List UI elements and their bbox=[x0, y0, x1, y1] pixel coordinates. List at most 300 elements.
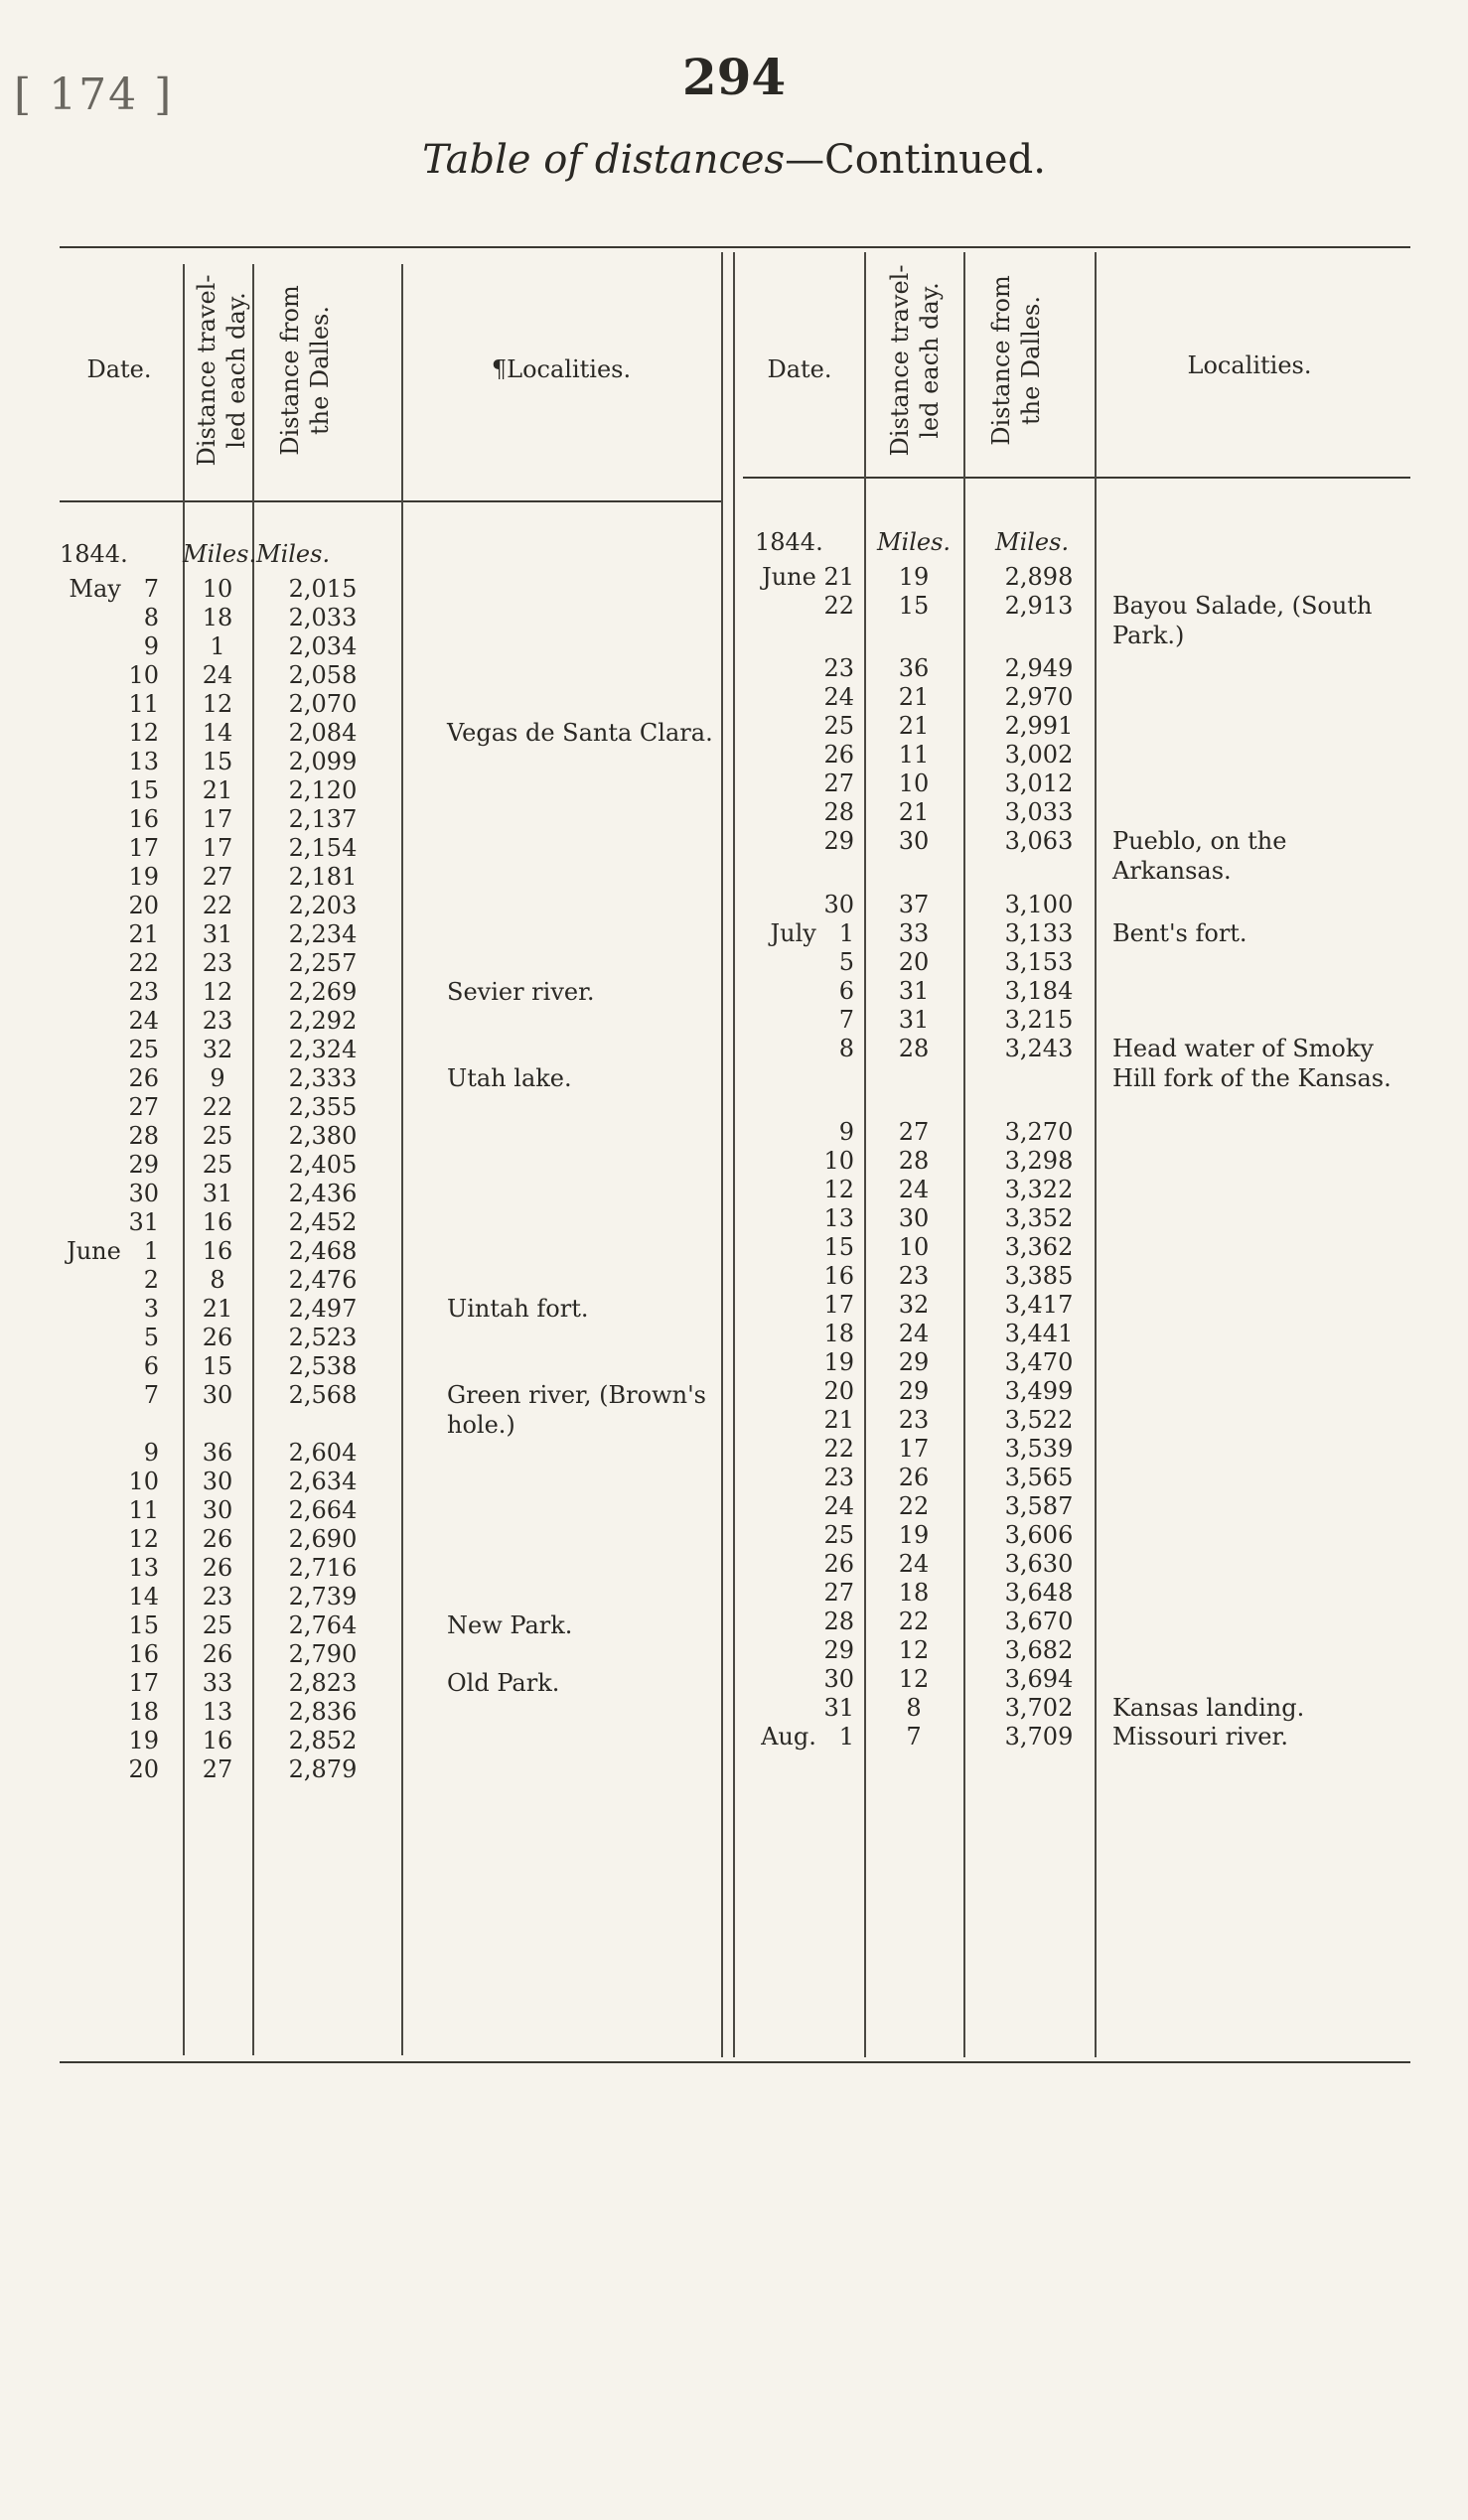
cell-travelled: 18 bbox=[898, 1579, 930, 1607]
cell-distance: 3,033 bbox=[1004, 798, 1074, 826]
cell-travelled: 9 bbox=[210, 1064, 225, 1092]
title-italic: Table of distances bbox=[422, 137, 786, 183]
table-row bbox=[60, 1347, 1410, 1377]
cell-distance: 3,702 bbox=[1004, 1694, 1074, 1722]
cell-distance: 2,836 bbox=[288, 1698, 358, 1726]
cell-travelled: 12 bbox=[898, 1636, 930, 1664]
cell-date: 26 bbox=[128, 1064, 159, 1092]
cell-distance: 3,100 bbox=[1004, 891, 1074, 918]
cell-distance: 2,058 bbox=[288, 661, 358, 689]
cell-distance: 3,270 bbox=[1004, 1118, 1074, 1146]
cell-travelled: 14 bbox=[202, 719, 233, 747]
cell-distance: 3,499 bbox=[1004, 1377, 1074, 1405]
cell-travelled: 8 bbox=[906, 1694, 922, 1722]
cell-travelled: 29 bbox=[898, 1377, 930, 1405]
cell-distance: 3,606 bbox=[1004, 1521, 1074, 1549]
cell-date: 5 bbox=[838, 948, 854, 976]
cell-date: 20 bbox=[823, 1377, 854, 1405]
cell-distance: 2,739 bbox=[288, 1583, 358, 1610]
table-title bbox=[0, 137, 1468, 183]
cell-locality: Pueblo, on the Arkansas. bbox=[1112, 827, 1287, 885]
cell-date: 27 bbox=[823, 1579, 854, 1607]
cell-date: 18 bbox=[823, 1320, 854, 1347]
cell-distance: 2,604 bbox=[288, 1439, 358, 1467]
table-row bbox=[60, 711, 1410, 741]
cell-distance: 2,852 bbox=[288, 1727, 358, 1754]
cell-date: 6 bbox=[838, 977, 854, 1005]
cell-locality: Bayou Salade, (South Park.) bbox=[1112, 592, 1373, 649]
cell-travelled: 30 bbox=[202, 1468, 233, 1495]
cell-date: 15 bbox=[128, 776, 159, 804]
cell-travelled: 32 bbox=[898, 1291, 930, 1319]
cell-date: 31 bbox=[128, 1208, 159, 1236]
cell-date: 10 bbox=[128, 1468, 159, 1495]
cell-travelled: 17 bbox=[202, 834, 233, 862]
cell-travelled: 28 bbox=[898, 1147, 930, 1175]
top-rule bbox=[60, 246, 1410, 248]
cell-locality: Green river, (Brown's hole.) bbox=[447, 1381, 706, 1439]
table-row bbox=[60, 890, 1410, 919]
header-distance-left: Distance from the Dalles. bbox=[276, 285, 334, 456]
cell-travelled: 16 bbox=[202, 1237, 233, 1265]
cell-travelled: 21 bbox=[898, 712, 930, 740]
header-date-right: Date. bbox=[767, 355, 832, 383]
cell-date: 18 bbox=[128, 1698, 159, 1726]
cell-date: 19 bbox=[823, 1348, 854, 1376]
table-row bbox=[60, 947, 1410, 977]
cell-distance: 2,099 bbox=[288, 748, 358, 775]
cell-distance: 2,898 bbox=[1004, 563, 1074, 591]
cell-date: Aug. 1 bbox=[761, 1723, 854, 1750]
cell-date: May 7 bbox=[69, 575, 159, 603]
cell-date: 11 bbox=[128, 1496, 159, 1524]
cell-locality: New Park. bbox=[447, 1611, 573, 1639]
page-number: 294 bbox=[681, 48, 787, 106]
cell-distance: 3,565 bbox=[1004, 1464, 1074, 1491]
cell-date: 25 bbox=[823, 1521, 854, 1549]
cell-travelled: 18 bbox=[202, 604, 233, 631]
cell-travelled: 22 bbox=[898, 1608, 930, 1635]
cell-distance: 2,436 bbox=[288, 1180, 358, 1207]
cell-distance: 3,362 bbox=[1004, 1233, 1074, 1261]
cell-distance: 2,823 bbox=[288, 1669, 358, 1697]
cell-travelled: 31 bbox=[898, 1006, 930, 1034]
cell-date: 28 bbox=[823, 1608, 854, 1635]
cell-date: 25 bbox=[128, 1036, 159, 1063]
cell-date: 22 bbox=[128, 949, 159, 977]
cell-date: 29 bbox=[823, 1636, 854, 1664]
cell-date: 5 bbox=[143, 1324, 159, 1351]
cell-distance: 3,630 bbox=[1004, 1550, 1074, 1578]
cell-date: 31 bbox=[823, 1694, 854, 1722]
table-row bbox=[60, 1232, 1410, 1262]
cell-distance: 3,441 bbox=[1004, 1320, 1074, 1347]
cell-date: 23 bbox=[823, 654, 854, 682]
cell-locality: Bent's fort. bbox=[1112, 919, 1248, 947]
cell-travelled: 15 bbox=[202, 748, 233, 775]
cell-distance: 3,670 bbox=[1004, 1608, 1074, 1635]
cell-travelled: 1 bbox=[210, 632, 225, 660]
cell-travelled: 21 bbox=[898, 683, 930, 711]
table-row bbox=[60, 769, 1410, 798]
cell-travelled: 20 bbox=[898, 948, 930, 976]
cell-date: 15 bbox=[823, 1233, 854, 1261]
table-row bbox=[60, 682, 1410, 712]
cell-travelled: 31 bbox=[202, 1180, 233, 1207]
cell-travelled: 21 bbox=[202, 776, 233, 804]
cell-distance: 2,292 bbox=[288, 1007, 358, 1035]
cell-distance: 3,470 bbox=[1004, 1348, 1074, 1376]
cell-travelled: 15 bbox=[898, 592, 930, 620]
cell-travelled: 30 bbox=[202, 1381, 233, 1409]
cell-distance: 3,648 bbox=[1004, 1579, 1074, 1607]
cell-date: July 1 bbox=[770, 919, 854, 947]
cell-travelled: 31 bbox=[202, 920, 233, 948]
table-row bbox=[60, 1664, 1410, 1694]
cell-distance: 3,153 bbox=[1004, 948, 1074, 976]
cell-distance: 2,538 bbox=[288, 1352, 358, 1380]
cell-distance: 2,380 bbox=[288, 1122, 358, 1150]
cell-travelled: 27 bbox=[202, 1755, 233, 1783]
cell-locality: Vegas de Santa Clara. bbox=[447, 719, 713, 747]
cell-distance: 2,690 bbox=[288, 1525, 358, 1553]
cell-date: 20 bbox=[128, 892, 159, 919]
cell-date: 15 bbox=[128, 1611, 159, 1639]
cell-travelled: 25 bbox=[202, 1151, 233, 1179]
cell-travelled: 21 bbox=[898, 798, 930, 826]
cell-date: 13 bbox=[128, 748, 159, 775]
cell-locality: Utah lake. bbox=[447, 1064, 572, 1092]
cell-date: 27 bbox=[128, 1093, 159, 1121]
cell-locality: Uintah fort. bbox=[447, 1295, 589, 1323]
cell-date: 23 bbox=[823, 1464, 854, 1491]
cell-distance: 2,084 bbox=[288, 719, 358, 747]
cell-travelled: 24 bbox=[898, 1176, 930, 1203]
cell-distance: 3,682 bbox=[1004, 1636, 1074, 1664]
header-rule-right bbox=[743, 477, 1410, 479]
cell-distance: 2,716 bbox=[288, 1554, 358, 1582]
cell-date: 7 bbox=[838, 1006, 854, 1034]
cell-travelled: 30 bbox=[898, 827, 930, 855]
table-row bbox=[60, 653, 1410, 683]
cell-travelled: 22 bbox=[898, 1492, 930, 1520]
cell-travelled: 32 bbox=[202, 1036, 233, 1063]
cell-date: 16 bbox=[128, 805, 159, 833]
cell-distance: 2,154 bbox=[288, 834, 358, 862]
cell-travelled: 7 bbox=[906, 1723, 922, 1750]
cell-date: 30 bbox=[823, 1665, 854, 1693]
cell-date: 11 bbox=[128, 690, 159, 718]
cell-date: 28 bbox=[823, 798, 854, 826]
cell-date: June 1 bbox=[67, 1237, 159, 1265]
cell-date: 3 bbox=[143, 1295, 159, 1323]
cell-date: 29 bbox=[823, 827, 854, 855]
cell-travelled: 13 bbox=[202, 1698, 233, 1726]
cell-travelled: 12 bbox=[898, 1665, 930, 1693]
cell-distance: 3,709 bbox=[1004, 1723, 1074, 1750]
cell-locality: Old Park. bbox=[447, 1669, 560, 1697]
cell-distance: 3,215 bbox=[1004, 1006, 1074, 1034]
cell-travelled: 15 bbox=[202, 1352, 233, 1380]
cell-travelled: 31 bbox=[898, 977, 930, 1005]
cell-travelled: 23 bbox=[898, 1406, 930, 1434]
cell-date: 19 bbox=[128, 1727, 159, 1754]
cell-travelled: 10 bbox=[898, 1233, 930, 1261]
table-row bbox=[60, 1607, 1410, 1636]
cell-distance: 3,322 bbox=[1004, 1176, 1074, 1203]
cell-date: 20 bbox=[128, 1755, 159, 1783]
page-stamp: [ 174 ] bbox=[14, 70, 174, 120]
cell-distance: 2,497 bbox=[288, 1295, 358, 1323]
cell-distance: 2,015 bbox=[288, 575, 358, 603]
header-date-left: Date. bbox=[86, 355, 152, 383]
cell-travelled: 24 bbox=[898, 1320, 930, 1347]
cell-travelled: 24 bbox=[202, 661, 233, 689]
table-row bbox=[60, 1578, 1410, 1608]
cell-distance: 2,070 bbox=[288, 690, 358, 718]
left-unit-travelled: Miles. bbox=[183, 540, 257, 568]
cell-travelled: 19 bbox=[898, 563, 930, 591]
cell-distance: 3,002 bbox=[1004, 741, 1074, 769]
cell-travelled: 16 bbox=[202, 1727, 233, 1754]
cell-travelled: 26 bbox=[202, 1554, 233, 1582]
cell-date: 28 bbox=[128, 1122, 159, 1150]
cell-distance: 3,063 bbox=[1004, 827, 1074, 855]
cell-date: 8 bbox=[143, 604, 159, 631]
cell-date: 6 bbox=[143, 1352, 159, 1380]
cell-distance: 2,468 bbox=[288, 1237, 358, 1265]
cell-date: 19 bbox=[128, 863, 159, 891]
cell-travelled: 23 bbox=[202, 1007, 233, 1035]
cell-travelled: 25 bbox=[202, 1611, 233, 1639]
cell-date: 26 bbox=[823, 741, 854, 769]
left-year: 1844. bbox=[60, 540, 128, 568]
bottom-rule bbox=[60, 2061, 1410, 2063]
table-row bbox=[60, 1405, 1410, 1435]
table-row bbox=[60, 740, 1410, 770]
cell-distance: 3,417 bbox=[1004, 1291, 1074, 1319]
cell-date: 10 bbox=[128, 661, 159, 689]
table-row bbox=[60, 1754, 1410, 1784]
table-row bbox=[60, 797, 1410, 827]
cell-distance: 2,991 bbox=[1004, 712, 1074, 740]
cell-date: 26 bbox=[823, 1550, 854, 1578]
right-unit-distance: Miles. bbox=[995, 528, 1070, 556]
cell-travelled: 22 bbox=[202, 892, 233, 919]
cell-distance: 3,012 bbox=[1004, 770, 1074, 797]
table-row bbox=[60, 1491, 1410, 1521]
cell-travelled: 17 bbox=[898, 1435, 930, 1463]
table-row bbox=[60, 1146, 1410, 1176]
table-row bbox=[60, 1635, 1410, 1665]
cell-distance: 2,568 bbox=[288, 1381, 358, 1409]
table-row bbox=[60, 1175, 1410, 1204]
cell-distance: 2,324 bbox=[288, 1036, 358, 1063]
cell-distance: 2,355 bbox=[288, 1093, 358, 1121]
header-travelled-right: Distance travel- led each day. bbox=[886, 264, 944, 457]
cell-date: 10 bbox=[823, 1147, 854, 1175]
cell-travelled: 26 bbox=[202, 1525, 233, 1553]
cell-travelled: 23 bbox=[202, 1583, 233, 1610]
header-localities-right: Localities. bbox=[1187, 351, 1312, 379]
table-row bbox=[60, 1261, 1410, 1291]
table-row bbox=[60, 1722, 1410, 1751]
cell-travelled: 29 bbox=[898, 1348, 930, 1376]
cell-travelled: 26 bbox=[202, 1324, 233, 1351]
cell-distance: 2,879 bbox=[288, 1755, 358, 1783]
cell-travelled: 11 bbox=[898, 741, 930, 769]
cell-date: 16 bbox=[823, 1262, 854, 1290]
cell-distance: 2,137 bbox=[288, 805, 358, 833]
header-travelled-left: Distance travel- led each day. bbox=[193, 274, 250, 467]
cell-distance: 2,523 bbox=[288, 1324, 358, 1351]
table-row bbox=[60, 1117, 1410, 1147]
table-row bbox=[60, 1319, 1410, 1348]
cell-date: 9 bbox=[143, 1439, 159, 1467]
table-row bbox=[60, 1434, 1410, 1464]
cell-date: 17 bbox=[823, 1291, 854, 1319]
table-row bbox=[60, 918, 1410, 948]
cell-date: 13 bbox=[128, 1554, 159, 1582]
distance-table bbox=[60, 246, 1410, 2063]
cell-locality: Head water of Smoky Hill fork of the Kansas. bbox=[1112, 1035, 1392, 1092]
cell-date: 24 bbox=[128, 1007, 159, 1035]
cell-date: June 21 bbox=[762, 563, 854, 591]
cell-travelled: 10 bbox=[898, 770, 930, 797]
cell-distance: 2,120 bbox=[288, 776, 358, 804]
table-row bbox=[60, 1693, 1410, 1723]
cell-travelled: 8 bbox=[210, 1266, 225, 1294]
cell-travelled: 27 bbox=[202, 863, 233, 891]
cell-date: 24 bbox=[823, 683, 854, 711]
table-row bbox=[60, 1203, 1410, 1233]
header-rule-left bbox=[60, 500, 723, 502]
cell-distance: 3,133 bbox=[1004, 919, 1074, 947]
cell-distance: 2,452 bbox=[288, 1208, 358, 1236]
table-row bbox=[60, 1290, 1410, 1320]
cell-travelled: 12 bbox=[202, 690, 233, 718]
header-localities-left: ¶Localities. bbox=[491, 355, 632, 383]
cell-date: 8 bbox=[838, 1035, 854, 1062]
cell-travelled: 24 bbox=[898, 1550, 930, 1578]
cell-travelled: 10 bbox=[202, 575, 233, 603]
cell-travelled: 12 bbox=[202, 978, 233, 1006]
cell-travelled: 26 bbox=[898, 1464, 930, 1491]
cell-date: 14 bbox=[128, 1583, 159, 1610]
cell-distance: 2,257 bbox=[288, 949, 358, 977]
cell-travelled: 30 bbox=[898, 1204, 930, 1232]
cell-date: 21 bbox=[128, 920, 159, 948]
cell-date: 2 bbox=[143, 1266, 159, 1294]
table-row bbox=[60, 1376, 1410, 1406]
cell-date: 21 bbox=[823, 1406, 854, 1434]
cell-locality: Sevier river. bbox=[447, 978, 595, 1006]
cell-date: 9 bbox=[143, 632, 159, 660]
cell-distance: 2,476 bbox=[288, 1266, 358, 1294]
cell-distance: 3,385 bbox=[1004, 1262, 1074, 1290]
right-year: 1844. bbox=[755, 528, 823, 556]
cell-date: 17 bbox=[128, 834, 159, 862]
cell-date: 13 bbox=[823, 1204, 854, 1232]
header-distance-right: Distance from the Dalles. bbox=[987, 275, 1045, 446]
cell-distance: 3,298 bbox=[1004, 1147, 1074, 1175]
cell-distance: 2,664 bbox=[288, 1496, 358, 1524]
cell-distance: 3,522 bbox=[1004, 1406, 1074, 1434]
cell-distance: 3,587 bbox=[1004, 1492, 1074, 1520]
cell-distance: 2,181 bbox=[288, 863, 358, 891]
cell-travelled: 28 bbox=[898, 1035, 930, 1062]
cell-date: 22 bbox=[823, 592, 854, 620]
table-row bbox=[60, 1520, 1410, 1550]
cell-date: 27 bbox=[823, 770, 854, 797]
cell-distance: 2,234 bbox=[288, 920, 358, 948]
cell-distance: 3,352 bbox=[1004, 1204, 1074, 1232]
cell-distance: 2,034 bbox=[288, 632, 358, 660]
cell-travelled: 27 bbox=[898, 1118, 930, 1146]
cell-travelled: 33 bbox=[202, 1669, 233, 1697]
cell-date: 24 bbox=[823, 1492, 854, 1520]
title-rest: —Continued. bbox=[785, 137, 1046, 183]
cell-travelled: 26 bbox=[202, 1640, 233, 1668]
cell-travelled: 36 bbox=[898, 654, 930, 682]
cell-travelled: 37 bbox=[898, 891, 930, 918]
table-row bbox=[60, 562, 1410, 592]
cell-distance: 2,033 bbox=[288, 604, 358, 631]
cell-distance: 2,269 bbox=[288, 978, 358, 1006]
cell-date: 30 bbox=[128, 1180, 159, 1207]
cell-date: 16 bbox=[128, 1640, 159, 1668]
cell-travelled: 25 bbox=[202, 1122, 233, 1150]
cell-date: 17 bbox=[128, 1669, 159, 1697]
cell-distance: 3,184 bbox=[1004, 977, 1074, 1005]
cell-distance: 2,970 bbox=[1004, 683, 1074, 711]
cell-travelled: 33 bbox=[898, 919, 930, 947]
cell-date: 25 bbox=[823, 712, 854, 740]
cell-travelled: 23 bbox=[202, 949, 233, 977]
cell-travelled: 16 bbox=[202, 1208, 233, 1236]
table-row bbox=[60, 976, 1410, 1006]
cell-date: 12 bbox=[128, 719, 159, 747]
cell-distance: 2,764 bbox=[288, 1611, 358, 1639]
cell-date: 9 bbox=[838, 1118, 854, 1146]
cell-distance: 2,333 bbox=[288, 1064, 358, 1092]
cell-date: 12 bbox=[823, 1176, 854, 1203]
cell-distance: 3,539 bbox=[1004, 1435, 1074, 1463]
cell-date: 23 bbox=[128, 978, 159, 1006]
table-row bbox=[60, 1005, 1410, 1035]
cell-distance: 3,243 bbox=[1004, 1035, 1074, 1062]
table-row bbox=[60, 1549, 1410, 1579]
cell-date: 12 bbox=[128, 1525, 159, 1553]
cell-locality: Missouri river. bbox=[1112, 1723, 1288, 1750]
cell-date: 22 bbox=[823, 1435, 854, 1463]
cell-travelled: 36 bbox=[202, 1439, 233, 1467]
cell-distance: 2,405 bbox=[288, 1151, 358, 1179]
cell-travelled: 30 bbox=[202, 1496, 233, 1524]
cell-date: 7 bbox=[143, 1381, 159, 1409]
cell-distance: 2,949 bbox=[1004, 654, 1074, 682]
table-row bbox=[60, 1463, 1410, 1492]
cell-travelled: 17 bbox=[202, 805, 233, 833]
cell-date: 30 bbox=[823, 891, 854, 918]
cell-distance: 2,790 bbox=[288, 1640, 358, 1668]
cell-distance: 2,203 bbox=[288, 892, 358, 919]
cell-travelled: 21 bbox=[202, 1295, 233, 1323]
cell-travelled: 23 bbox=[898, 1262, 930, 1290]
right-unit-travelled: Miles. bbox=[876, 528, 952, 556]
left-unit-distance: Miles. bbox=[256, 540, 331, 568]
cell-travelled: 22 bbox=[202, 1093, 233, 1121]
